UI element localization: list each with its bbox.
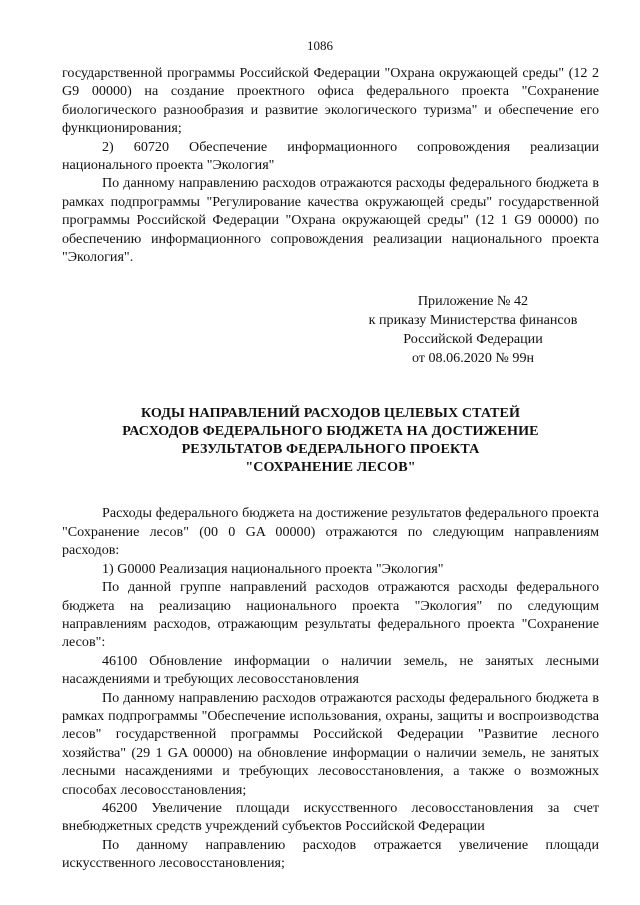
appendix-block [347, 292, 599, 368]
section-title [62, 404, 599, 476]
paragraph-46100-description: По данному направлению расходов отражаются расходы федерального бюджета в рамках подпрограммы "Обеспечение использования, охраны, защиты и воспроизводства лесов" государственной программы Российской Федерации "Развитие лесного хозяйства" (29 1 GA 00000) на обновление информации о наличии земель, не занятых лесными насаждениями и требующих лесовосстановления, а также о возможных способах лесовосстановления; [62, 689, 599, 798]
appendix-number: Приложение № 42 [417, 293, 529, 310]
appendix-order: к приказу Министерства финансов [368, 312, 578, 329]
paragraph-60720-description: По данному направлению расходов отражаются расходы федерального бюджета в рамках подпрограммы "Регулирование качества окружающей среды" государственной программы Российской Федерации "Охрана окружающей среды" (12 1 G9 00000) по обеспечению информационного сопровождения реализации национального проекта "Экология". [62, 175, 599, 266]
paragraph-intro: Расходы федерального бюджета на достижение результатов федерального проекта "Сохранение лесов" (00 0 GA 00000) отражаются по следующим направлениям расходов: [62, 505, 599, 559]
paragraph-item-g0000: 1) G0000 Реализация национального проекта "Экология" [102, 560, 444, 577]
title-line-1: КОДЫ НАПРАВЛЕНИЙ РАСХОДОВ ЦЕЛЕВЫХ СТАТЕЙ [140, 405, 521, 422]
appendix-federation: Российской Федерации [403, 331, 543, 348]
paragraph-item-46100: 46100 Обновление информации о наличии земель, не занятых лесными насаждениями и требующих лесовосстановления [62, 652, 599, 688]
title-line-3: РЕЗУЛЬТАТОВ ФЕДЕРАЛЬНОГО ПРОЕКТА [181, 441, 480, 458]
paragraph-item-46200: 46200 Увеличение площади искусственного лесовосстановления за счет внебюджетных средств учреждений субъектов Российской Федерации [62, 799, 599, 835]
paragraph-continuation: государственной программы Российской Федерации "Охрана окружающей среды" (12 2 G9 00000) на создание проектного офиса федерального проекта "Сохранение биологического разнообразия и развитие экологического туризма" и обеспечение его функционирования; [62, 65, 599, 137]
document-body [62, 64, 599, 873]
title-line-4: "СОХРАНЕНИЕ ЛЕСОВ" [245, 459, 416, 476]
paragraph-46200-description: По данному направлению расходов отражается увеличение площади искусственного лесовосстановления; [62, 836, 599, 872]
title-line-2: РАСХОДОВ ФЕДЕРАЛЬНОГО БЮДЖЕТА НА ДОСТИЖЕНИЕ [122, 423, 539, 440]
page-number: 1086 [307, 38, 333, 53]
paragraph-g0000-description: По данной группе направлений расходов отражаются расходы федерального бюджета на реализацию национального проекта "Экология" по следующим направлениям расходов, отражающим результаты федерального проекта "Сохранение лесов": [62, 579, 599, 651]
appendix-date: от 08.06.2020 № 99н [411, 350, 535, 367]
paragraph-item-60720: 2) 60720 Обеспечение информационного сопровождения реализации национального проекта "Экология" [62, 138, 599, 174]
